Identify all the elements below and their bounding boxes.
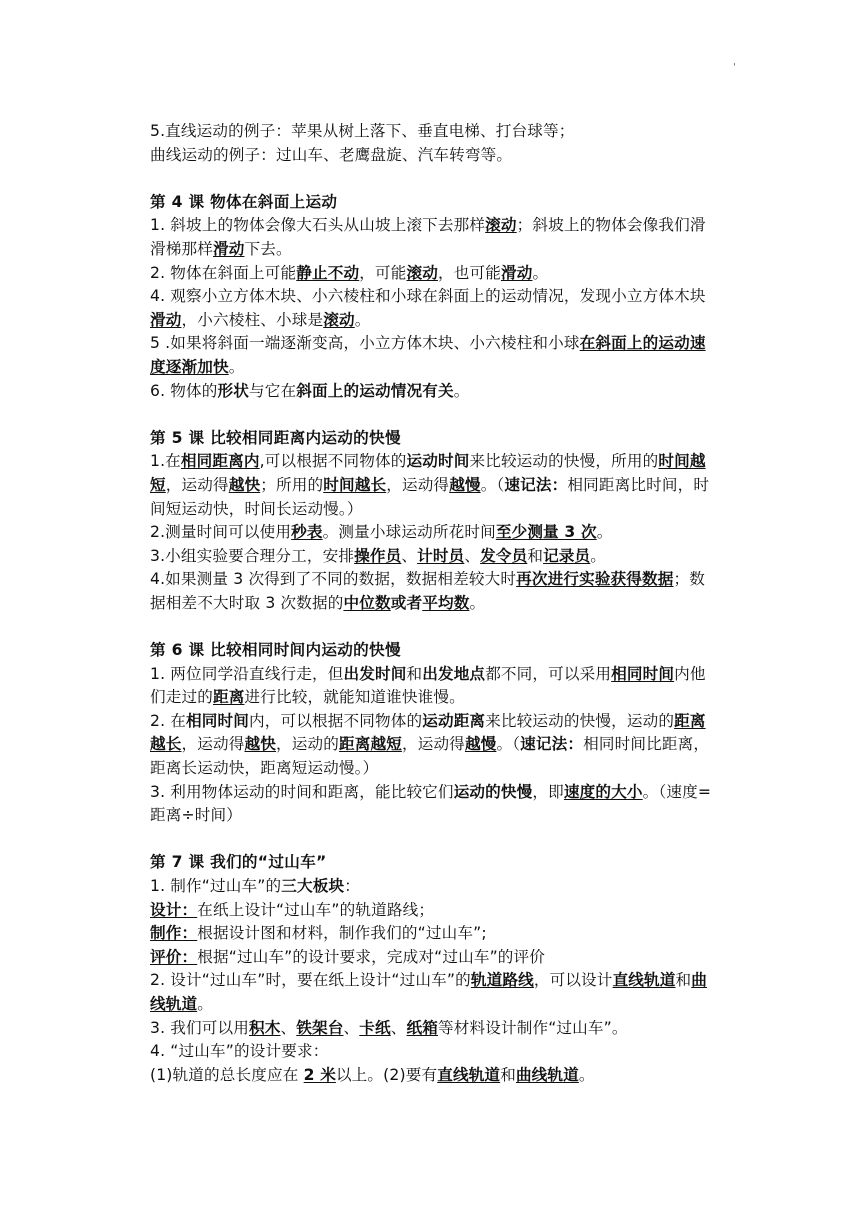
emphasis-text: 越慢 bbox=[449, 475, 481, 494]
text-run: 。（ bbox=[480, 475, 505, 494]
paragraph bbox=[150, 969, 715, 1016]
text-run: 下去。 bbox=[244, 239, 292, 258]
emphasis-text: 卡纸 bbox=[359, 1018, 391, 1037]
lesson-7-heading bbox=[150, 851, 715, 875]
emphasis-text: 铁架台 bbox=[296, 1018, 344, 1037]
emphasis-text: 速记法： bbox=[504, 475, 568, 494]
emphasis-text: 发令员 bbox=[480, 546, 528, 565]
emphasis-text: 积木 bbox=[249, 1018, 281, 1037]
text-run: 来比较运动的快慢，所用的 bbox=[469, 452, 659, 471]
paragraph bbox=[150, 1040, 715, 1064]
text-run: 、 bbox=[280, 1018, 297, 1037]
text-run: 。 bbox=[590, 546, 607, 565]
text-run: ，可能 bbox=[359, 263, 407, 282]
text-run: 根据“过山车”的设计要求，完成对“过山车”的评价 bbox=[197, 947, 546, 966]
text-run: 3. 利用物体运动的时间和距离，能比较它们 bbox=[150, 782, 454, 801]
text-run: ，运动的 bbox=[275, 735, 339, 754]
paragraph bbox=[150, 663, 715, 710]
emphasis-text: 第 7 课 我们的“过山车” bbox=[150, 853, 327, 872]
paragraph bbox=[150, 332, 715, 379]
emphasis-text: 直线轨道 bbox=[612, 971, 676, 990]
lesson-5-heading bbox=[150, 427, 715, 451]
text-run: 、 bbox=[343, 1018, 360, 1037]
emphasis-text: 滑动 bbox=[150, 310, 182, 329]
text-run: 相同时间比距离，距离长运动快，距离短运动慢。） bbox=[150, 735, 710, 778]
text-run: 和 bbox=[406, 664, 423, 683]
text-run: ： bbox=[344, 877, 360, 895]
lesson-4-heading bbox=[150, 191, 715, 215]
emphasis-text: 再次进行实验获得数据 bbox=[516, 570, 674, 589]
emphasis-text: 距离 bbox=[212, 688, 245, 707]
emphasis-text: 距离越短 bbox=[338, 735, 402, 754]
emphasis-text: 设计： bbox=[150, 900, 198, 919]
paragraph bbox=[150, 710, 715, 781]
text-run: 。 bbox=[354, 310, 371, 329]
emphasis-text: 三大板块 bbox=[281, 877, 345, 895]
emphasis-text: 运动的快慢 bbox=[453, 782, 533, 801]
text-run: 进行比较，就能知道谁快谁慢。 bbox=[244, 688, 465, 707]
text-run: 3. 我们可以用 bbox=[150, 1018, 250, 1037]
text-run: 、 bbox=[464, 546, 481, 565]
emphasis-text: 直线轨道 bbox=[437, 1065, 501, 1084]
text-run: ；数据相差不大时取 3 次数据的 bbox=[150, 570, 706, 612]
text-run: ，即 bbox=[532, 782, 564, 801]
paragraph bbox=[150, 214, 715, 261]
paragraph bbox=[150, 521, 715, 545]
emphasis-text: 操作员 bbox=[354, 546, 402, 565]
text-run: 相同距离比时间，时间短运动快，时间长运动慢。） bbox=[150, 475, 710, 518]
emphasis-text: 中位数 bbox=[343, 593, 391, 612]
text-run: 。 bbox=[596, 523, 613, 542]
text-run: 来比较运动的快慢，运动的 bbox=[485, 711, 675, 730]
paragraph-gap bbox=[150, 403, 715, 427]
emphasis-text: 滑动 bbox=[500, 263, 533, 282]
paragraph bbox=[150, 946, 715, 970]
text-run: 。 bbox=[228, 357, 245, 376]
text-run: 6. 物体的 bbox=[150, 381, 218, 400]
emphasis-text: 第 4 课 物体在斜面上运动 bbox=[150, 192, 338, 211]
text-run: 1. 制作“过山车”的 bbox=[150, 877, 282, 895]
text-run: ，可以设计 bbox=[533, 971, 613, 990]
emphasis-text: 越慢 bbox=[464, 735, 497, 754]
text-run: 4. “过山车”的设计要求： bbox=[150, 1042, 329, 1061]
text-run: 。 bbox=[197, 994, 213, 1013]
text-run: 2.测量时间可以使用 bbox=[150, 523, 292, 542]
emphasis-text: 秒表 bbox=[291, 523, 323, 542]
emphasis-text: 滚动 bbox=[323, 310, 355, 329]
emphasis-text: 静止不动 bbox=[296, 263, 360, 282]
emphasis-text: 纸箱 bbox=[406, 1018, 438, 1037]
emphasis-text: 相同时间 bbox=[186, 711, 250, 730]
text-run: ；斜坡上的物体会像我们滑滑梯那样 bbox=[150, 216, 706, 258]
text-run: 内他们走过的 bbox=[150, 664, 706, 707]
emphasis-text: 记录员 bbox=[543, 546, 591, 565]
text-run: 2. 物体在斜面上可能 bbox=[150, 263, 297, 282]
text-run: 2. 设计“过山车”时，要在纸上设计“过山车”的 bbox=[150, 971, 471, 990]
paragraph-gap bbox=[150, 615, 715, 639]
text-run: 1. 两位同学沿直线行走，但 bbox=[150, 664, 344, 683]
emphasis-text: 滚动 bbox=[406, 263, 438, 282]
emphasis-text: 或者 bbox=[390, 593, 423, 612]
emphasis-text: 滑动 bbox=[212, 239, 245, 258]
emphasis-text: 曲线轨道 bbox=[150, 971, 708, 1013]
text-run: ，运动得 bbox=[181, 735, 245, 754]
paragraph bbox=[150, 1064, 715, 1088]
emphasis-text: 计时员 bbox=[417, 546, 465, 565]
text-run: 。 bbox=[469, 593, 486, 612]
lesson-6-heading bbox=[150, 639, 715, 663]
paragraph bbox=[150, 781, 715, 828]
text-run: 4.如果测量 3 次得到了不同的数据，数据相差较大时 bbox=[150, 570, 517, 589]
document-body bbox=[150, 120, 715, 1087]
paragraph bbox=[150, 120, 715, 144]
emphasis-text: 相同距离内 bbox=[180, 452, 260, 471]
paragraph bbox=[150, 875, 715, 899]
text-run: 4. 观察小立方体木块、小六棱柱和小球在斜面上的运动情况，发现小立方体木块 bbox=[150, 287, 706, 306]
text-run: ；所用的 bbox=[260, 475, 324, 494]
paragraph bbox=[150, 144, 715, 168]
text-run: 5.直线运动的例子：苹果从树上落下、垂直电梯、打台球等； bbox=[150, 122, 575, 140]
text-run: 1. 斜坡上的物体会像大石头从山坡上滚下去那样 bbox=[150, 216, 486, 235]
text-run: 根据设计图和材料，制作我们的“过山车”; bbox=[197, 924, 487, 943]
emphasis-text: 至少测量 3 次 bbox=[495, 523, 597, 542]
text-run: 曲线运动的例子：过山车、老鹰盘旋、汽车转弯等。 bbox=[150, 145, 513, 164]
text-run: ，运动得 bbox=[401, 735, 465, 754]
emphasis-text: 2 米 bbox=[303, 1065, 336, 1084]
text-run: 和 bbox=[675, 971, 692, 990]
paragraph bbox=[150, 380, 715, 404]
text-run: ,可以根据不同物体的 bbox=[259, 452, 407, 471]
emphasis-text: 制作： bbox=[150, 924, 198, 943]
text-run: 内，可以根据不同物体的 bbox=[249, 711, 423, 730]
emphasis-text: 第 6 课 比较相同时间内运动的快慢 bbox=[150, 641, 401, 660]
text-run: ，也可能 bbox=[437, 263, 501, 282]
emphasis-text: 时间越长 bbox=[323, 475, 387, 494]
emphasis-text: 时间越短 bbox=[150, 452, 706, 494]
text-run: 1.在 bbox=[150, 452, 181, 471]
text-run: ，运动得 bbox=[165, 475, 229, 494]
text-run: 。（ bbox=[496, 735, 521, 754]
text-run: 等材料设计制作“过山车”。 bbox=[438, 1018, 628, 1037]
paragraph bbox=[150, 922, 715, 946]
paragraph bbox=[150, 899, 715, 923]
emphasis-text: 运动距离 bbox=[422, 711, 486, 730]
paragraph bbox=[150, 262, 715, 286]
text-run: 2. 在 bbox=[150, 711, 187, 730]
text-run: 。 bbox=[453, 381, 470, 400]
emphasis-text: 速记法： bbox=[520, 735, 584, 754]
emphasis-text: 在斜面上的运动速度逐渐加快 bbox=[150, 334, 706, 376]
emphasis-text: 平均数 bbox=[422, 593, 470, 612]
emphasis-text: 越快 bbox=[228, 475, 261, 494]
text-run: ，小六棱柱、小球是 bbox=[181, 310, 324, 329]
page-mark: ' bbox=[733, 62, 736, 73]
text-run: 都不同，可以采用 bbox=[485, 664, 612, 683]
emphasis-text: 曲线轨道 bbox=[515, 1065, 579, 1084]
text-run: 在纸上设计“过山车”的轨道路线； bbox=[197, 900, 435, 919]
paragraph-gap bbox=[150, 167, 715, 191]
emphasis-text: 滚动 bbox=[485, 216, 517, 235]
text-run: ，运动得 bbox=[386, 475, 450, 494]
paragraph bbox=[150, 285, 715, 332]
emphasis-text: 越快 bbox=[244, 735, 276, 754]
emphasis-text: 评价： bbox=[150, 947, 198, 966]
text-run: 。测量小球运动所花时间 bbox=[322, 523, 496, 542]
text-run: 和 bbox=[527, 546, 544, 565]
text-run: 、 bbox=[401, 546, 418, 565]
text-run: 以上。(2)要有 bbox=[335, 1065, 438, 1084]
emphasis-text: 相同时间 bbox=[611, 664, 675, 683]
emphasis-text: 轨道路线 bbox=[470, 971, 534, 990]
emphasis-text: 距离越长 bbox=[150, 711, 706, 754]
paragraph bbox=[150, 1017, 715, 1041]
paragraph bbox=[150, 450, 715, 521]
text-run: 5 .如果将斜面一端逐渐变高，小立方体木块、小六棱柱和小球 bbox=[150, 334, 580, 353]
text-run: 与它在 bbox=[249, 381, 297, 400]
emphasis-text: 速度的大小 bbox=[563, 782, 643, 801]
text-run: 。（速度=距离÷时间） bbox=[150, 782, 712, 825]
text-run: 。 bbox=[532, 263, 549, 282]
text-run: 和 bbox=[500, 1065, 516, 1084]
emphasis-text: 运动时间 bbox=[406, 452, 470, 471]
emphasis-text: 出发时间 bbox=[343, 664, 407, 683]
text-run: (1)轨道的总长度应在 bbox=[150, 1065, 304, 1084]
emphasis-text: 斜面上的运动情况有关 bbox=[296, 381, 454, 400]
emphasis-text: 形状 bbox=[217, 381, 250, 400]
emphasis-text: 出发地点 bbox=[422, 664, 486, 683]
text-run: 、 bbox=[390, 1018, 407, 1037]
paragraph-gap bbox=[150, 828, 715, 852]
text-run: 。 bbox=[578, 1065, 595, 1084]
text-run: 3.小组实验要合理分工，安排 bbox=[150, 546, 355, 565]
emphasis-text: 第 5 课 比较相同距离内运动的快慢 bbox=[150, 428, 401, 447]
paragraph bbox=[150, 545, 715, 569]
paragraph bbox=[150, 568, 715, 615]
